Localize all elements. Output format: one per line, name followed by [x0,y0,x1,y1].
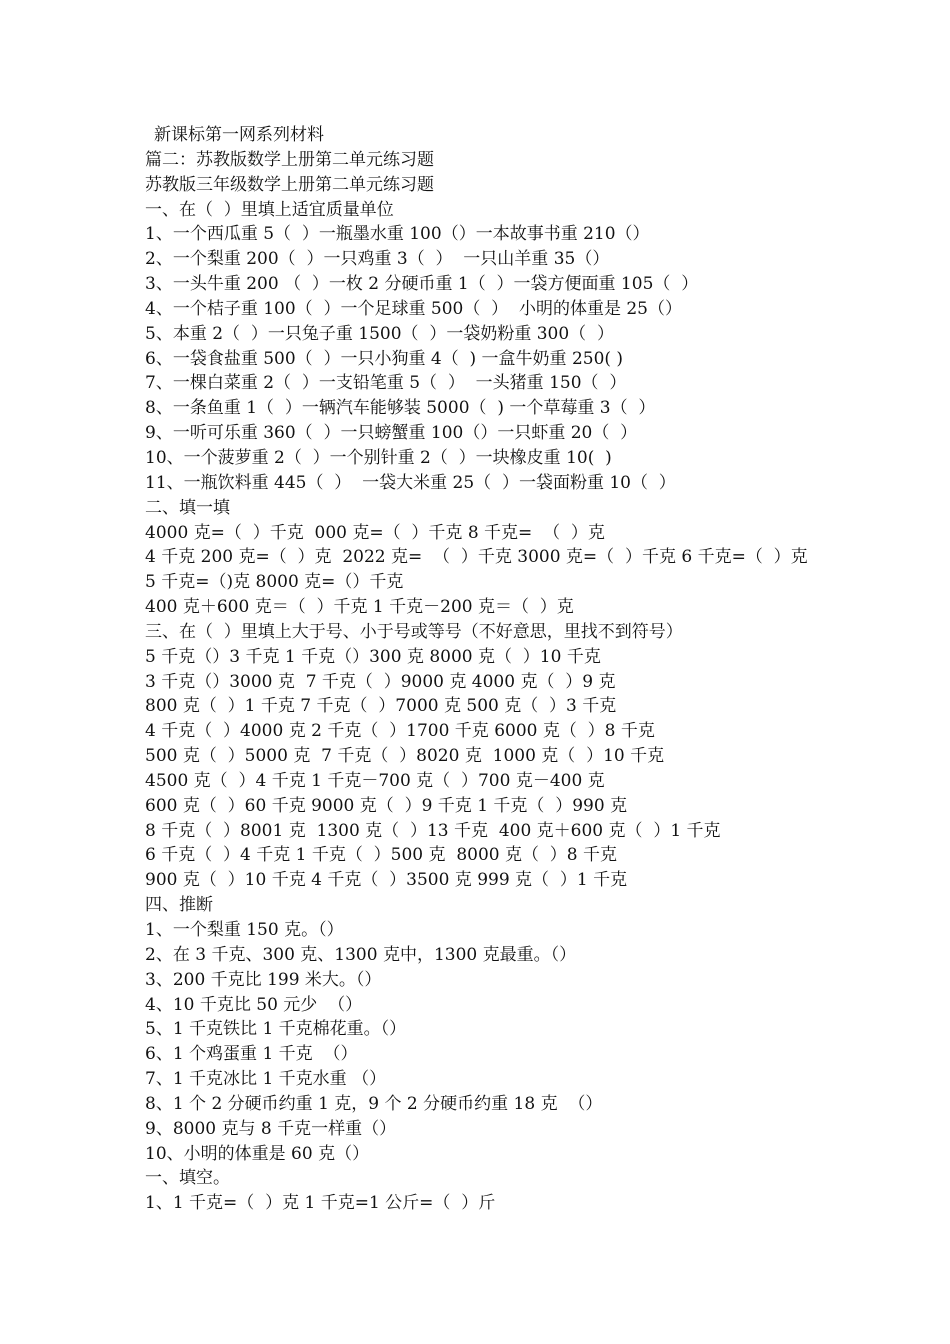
section-heading: 四、推断 [145,895,213,916]
question-line: 1、一个梨重 150 克。（） [145,920,344,940]
question-line: 3、一头牛重 200 （ ）一枚 2 分硬币重 1（ ）一袋方便面重 105（ ） [145,274,699,295]
question-line: 4、一个桔子重 100（ ）一个足球重 500（ ） 小明的体重是 25（） [145,298,682,319]
question-line: 5、本重 2（ ）一只兔子重 1500（ ）一袋奶粉重 300（ ） [145,323,614,344]
question-line: 4500 克（ ）4 千克 1 千克－700 克（ ）700 克－400 克 [145,770,605,791]
question-line: 10、小明的体重是 60 克（） [145,1143,370,1164]
question-line: 6、1 个鸡蛋重 1 千克 （） [145,1044,358,1065]
question-line: 11、一瓶饮料重 445（ ） 一袋大米重 25（ ）一袋面粉重 10（ ） [145,472,676,493]
document-line: 篇二：苏教版数学上册第二单元练习题 [145,149,434,170]
question-line: 800 克（ ）1 千克 7 千克（ ）7000 克 500 克（ ）3 千克 [145,696,617,717]
question-line: 1、一个西瓜重 5（ ）一瓶墨水重 100（）一本故事书重 210（） [145,224,650,245]
section-heading: 二、填一填 [145,497,230,518]
question-line: 400 克＋600 克＝（ ）千克 1 千克－200 克＝（ ）克 [145,597,574,618]
question-line: 9、一听可乐重 360（ ）一只螃蟹重 100（）一只虾重 20（ ） [145,423,638,444]
question-line: 4000 克=（ ）千克 000 克=（ ）千克 8 千克= （ ）克 [145,522,605,543]
question-line: 5 千克（）3 千克 1 千克（）300 克 8000 克（ ）10 千克 [145,646,601,667]
question-line: 8 千克（ ）8001 克 1300 克（ ）13 千克 400 克＋600 克（ ）1 千克 [145,820,721,841]
question-line: 8、一条鱼重 1（ ）一辆汽车能够装 5000（ ) 一个草莓重 3（ ） [145,398,656,419]
question-line: 1、1 千克=（ ）克 1 千克=1 公斤=（ ）斤 [145,1193,496,1214]
question-line: 2、一个梨重 200（ ）一只鸡重 3（ ） 一只山羊重 35（） [145,249,610,270]
question-line: 10、一个菠萝重 2（ ）一个别针重 2（ ）一块橡皮重 10( ) [145,447,612,468]
section-heading: 一、填空。 [145,1168,230,1189]
question-line: 4、10 千克比 50 元少 （） [145,994,363,1015]
document-line: 苏教版三年级数学上册第二单元练习题 [145,174,434,195]
question-line: 5 千克=（)克 8000 克=（）千克 [145,572,404,593]
question-line: 6 千克（ ）4 千克 1 千克（ ）500 克 8000 克（ ）8 千克 [145,845,618,866]
question-line: 900 克（ ）10 千克 4 千克（ ）3500 克 999 克（ ）1 千克 [145,870,628,891]
question-line: 9、8000 克与 8 千克一样重（） [145,1118,397,1139]
document-body [145,123,925,1216]
section-heading: 三、在（ ）里填上大于号、小于号或等号（不好意思，里找不到符号） [145,621,683,642]
question-line: 6、一袋食盐重 500（ ）一只小狗重 4（ ) 一盒牛奶重 250( ) [145,348,624,369]
question-line: 7、1 千克冰比 1 千克水重 （） [145,1069,387,1090]
question-line: 8、1 个 2 分硬币约重 1 克，9 个 2 分硬币约重 18 克 （） [145,1093,603,1114]
question-line: 3、200 千克比 199 米大。（） [145,969,382,990]
question-line: 5、1 千克铁比 1 千克棉花重。（） [145,1019,407,1040]
question-line: 4 千克（ ）4000 克 2 千克（ ）1700 千克 6000 克（ ）8 千克 [145,721,655,742]
question-line: 3 千克（）3000 克 7 千克（ ）9000 克 4000 克（ ）9 克 [145,671,616,692]
question-line: 500 克（ ）5000 克 7 千克（ ）8020 克 1000 克（ ）10 千克 [145,746,665,767]
question-line: 4 千克 200 克=（ ）克 2022 克= （ ）千克 3000 克=（ ）千克 6 千克=（ ）克 [145,547,808,568]
section-heading: 一、在（ ）里填上适宜质量单位 [145,199,394,220]
question-line: 2、在 3 千克、300 克、1300 克中，1300 克最重。（） [145,944,577,965]
document-header: 新课标第一网系列材料 [154,125,324,145]
question-line: 600 克（ ）60 千克 9000 克（ ）9 千克 1 千克（ ）990 克 [145,795,628,816]
question-line: 7、一棵白菜重 2（ ）一支铅笔重 5（ ） 一头猪重 150（ ） [145,373,627,394]
